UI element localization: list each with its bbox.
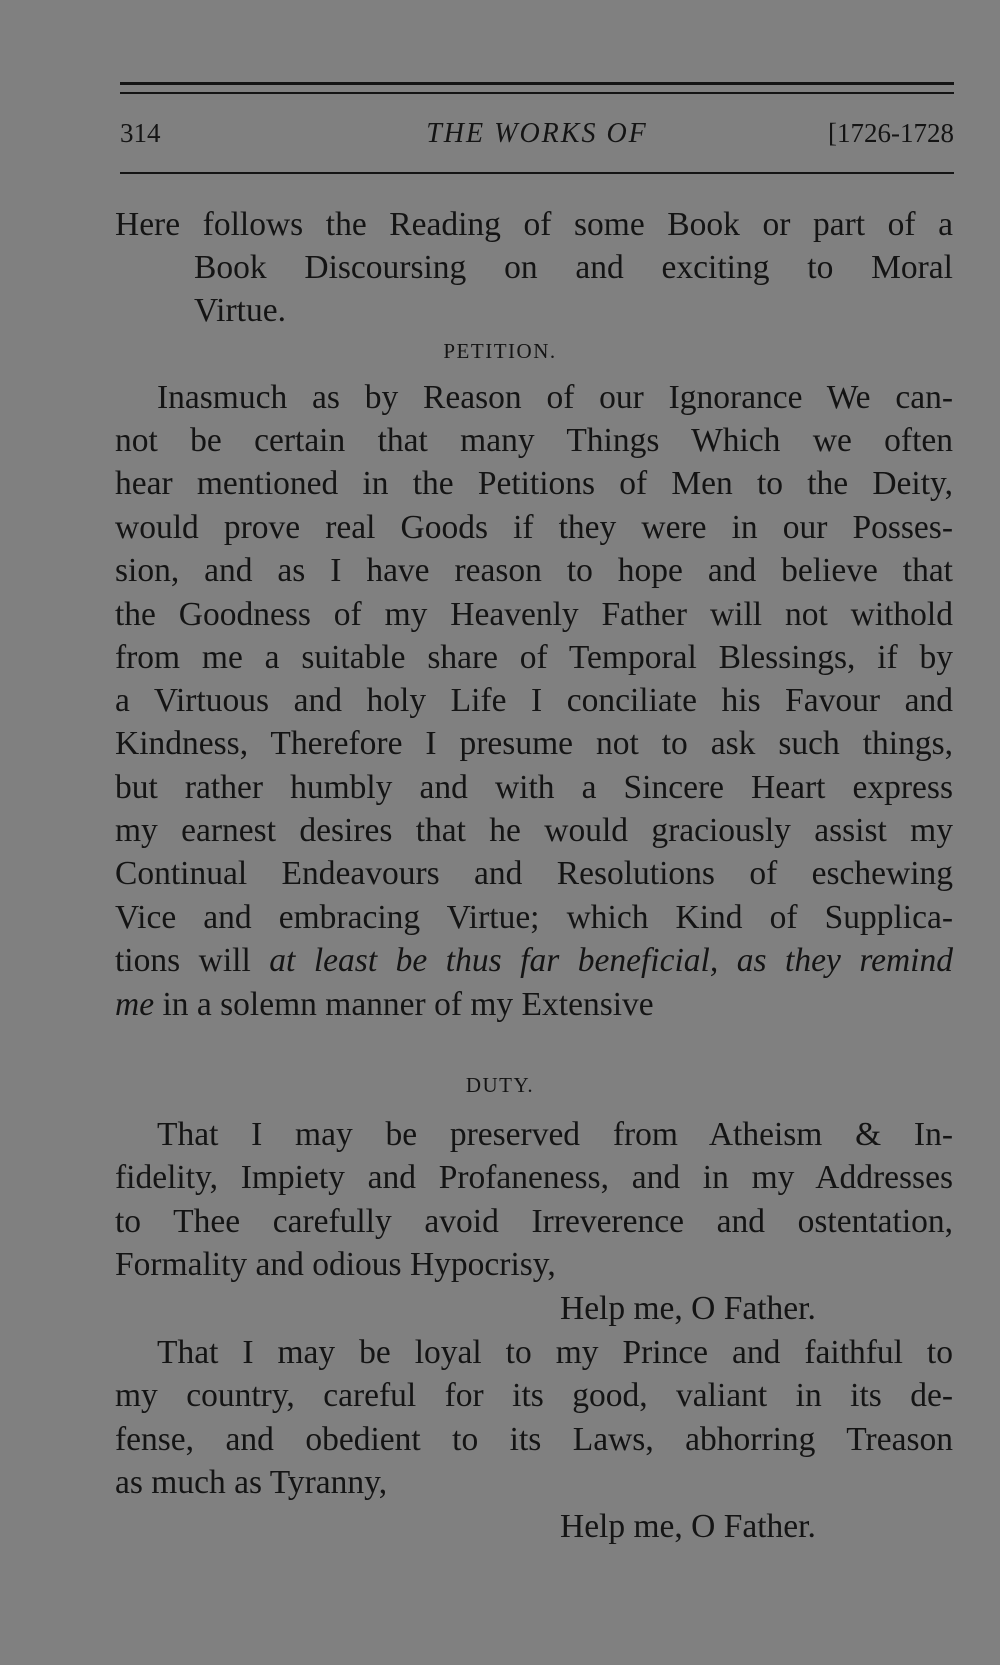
text-line: as much as Tyranny, <box>115 1464 388 1501</box>
response-line: Help me, O Father. <box>560 1290 816 1327</box>
text-line: fidelity, Impiety and Profaneness, and in my Addresses <box>115 1159 953 1196</box>
text-line: Virtue. <box>194 292 286 329</box>
text-line: Continual Endeavours and Resolutions of eschewing <box>115 855 953 892</box>
date-range: [1726-1728 <box>828 118 954 148</box>
text-line <box>115 939 953 982</box>
text-line <box>115 983 953 1026</box>
text-line: from me a suitable share of Temporal Blessings, if by <box>115 639 953 676</box>
duty-heading: DUTY. <box>465 1073 535 1097</box>
text-line: That I may be loyal to my Prince and faithful to <box>157 1334 953 1371</box>
response-line: Help me, O Father. <box>560 1508 816 1545</box>
text-line: Formality and odious Hypocrisy, <box>115 1246 556 1283</box>
text-line: not be certain that many Things Which we often <box>115 422 953 459</box>
text-run: in a solemn manner of my Extensive <box>154 986 654 1023</box>
text-run: tions will <box>115 942 270 979</box>
text-line: Book Discoursing on and exciting to Moral <box>194 249 953 286</box>
text-line: sion, and as I have reason to hope and believe that <box>115 552 953 589</box>
header-rule-top <box>120 82 954 85</box>
text-line: but rather humbly and with a Sincere Heart express <box>115 769 953 806</box>
text-line: my earnest desires that he would graciously assist my <box>115 812 953 849</box>
header-rule-bottom <box>120 172 954 174</box>
petition-heading: PETITION. <box>443 339 557 363</box>
running-title: THE WORKS OF <box>426 118 648 149</box>
text-line: hear mentioned in the Petitions of Men to the Deity, <box>115 465 953 502</box>
text-line: a Virtuous and holy Life I conciliate his Favour and <box>115 682 953 719</box>
header-rule-top-thin <box>120 92 954 94</box>
running-head <box>120 118 954 158</box>
page-number: 314 <box>120 118 161 148</box>
text-line: my country, careful for its good, valiant in its de- <box>115 1377 953 1414</box>
text-line: the Goodness of my Heavenly Father will not withold <box>115 596 953 633</box>
text-line: Vice and embracing Virtue; which Kind of Supplica- <box>115 899 953 936</box>
text-line: fense, and obedient to its Laws, abhorring Treason <box>115 1421 953 1458</box>
text-line: to Thee carefully avoid Irreverence and ostentation, <box>115 1203 953 1240</box>
italic-text: at least be thus far beneficial, as they remind <box>269 942 953 979</box>
text-line: Kindness, Therefore I presume not to ask such things, <box>115 725 953 762</box>
text-line: That I may be preserved from Atheism & In- <box>157 1116 953 1153</box>
text-line: Here follows the Reading of some Book or part of a <box>115 206 953 243</box>
text-line: would prove real Goods if they were in our Posses- <box>115 509 953 546</box>
italic-text: me <box>115 986 155 1023</box>
text-line: Inasmuch as by Reason of our Ignorance We can- <box>157 379 953 416</box>
